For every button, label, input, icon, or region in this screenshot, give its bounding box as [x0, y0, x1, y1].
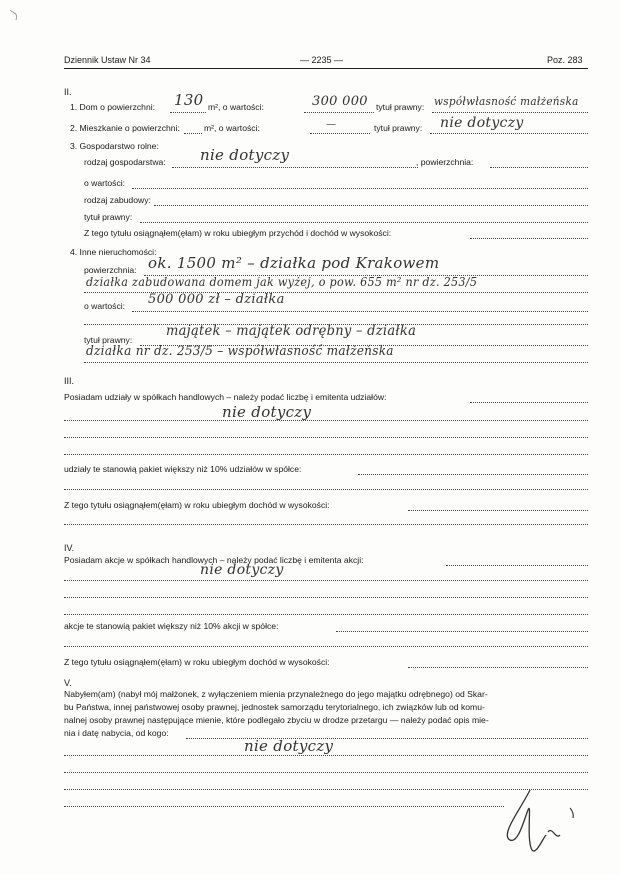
item1-area-hw: 130: [174, 91, 204, 109]
section-v-hw: nie dotyczy: [244, 737, 334, 755]
section-v-line-4: nia i datę nabycia, od kogo:: [64, 728, 169, 738]
handwritten-signature: [490, 780, 590, 860]
item3-income-label: Z tego tytułu osiągnąłem(ęłam) w roku ubiegłym przychód i dochód w wysokości:: [84, 228, 392, 238]
item4-area-hw-1: ok. 1500 m² – działka pod Krakowem: [148, 254, 440, 272]
item4-title-label: tytuł prawny:: [84, 335, 133, 345]
section-iii-line-4: [64, 454, 588, 455]
item4-area-label: powierzchnia:: [84, 265, 137, 275]
item4-label: 4. Inne nieruchomości:: [70, 247, 157, 257]
item3-area-line: [490, 167, 588, 168]
item3-value-line: [132, 188, 588, 189]
section-iv-number: IV.: [64, 543, 75, 553]
item4-title-line-2: [84, 362, 588, 363]
item1-value-line: [304, 112, 374, 113]
section-iv-line-5: [336, 631, 588, 632]
item3-area-label: , powierzchnia:: [416, 157, 474, 167]
header-rule: [64, 68, 588, 69]
item3-type-line: [172, 167, 418, 168]
section-iii-label-2: udziały te stanowią pakiet większy niż 10% udziałów w spółce:: [64, 464, 302, 474]
section-iv-line-6: [64, 646, 588, 647]
item3-income-line: [470, 238, 588, 239]
journal-title: Dziennik Ustaw Nr 34: [64, 55, 151, 65]
item4-title-hw-2: działka nr dz. 253/5 – współwłasność małżeńska: [86, 344, 394, 359]
section-iii-label-3: Z tego tytułu osiągnąłem(ęłam) w roku ubiegłym dochód w wysokości:: [64, 500, 330, 510]
item2-value-label: m², o wartości:: [204, 123, 260, 133]
item2-value-hw: —: [326, 119, 337, 130]
item3-buildings-label: rodzaj zabudowy:: [84, 195, 151, 205]
section-iii-line-7: [408, 510, 588, 511]
section-v-line-1: Nabyłem(am) (nabył mój małżonek, z wyłączeniem mienia przynależnego do jego majątku odrębnego) od Skar-: [64, 689, 488, 699]
item1-area-line: [170, 112, 206, 113]
item3-type-hw: nie dotyczy: [200, 146, 290, 164]
section-v-number: V.: [64, 678, 72, 688]
section-iii-number: III.: [64, 376, 75, 386]
item2-label: 2. Mieszkanie o powierzchni:: [70, 123, 180, 133]
item1-title-hw: współwłasność małżeńska: [434, 95, 579, 108]
item3-buildings-line: [154, 205, 588, 206]
item2-value-line: [310, 133, 370, 134]
item4-title-hw-1: majątek – majątek odrębny – działka: [166, 323, 417, 339]
item1-title-line: [432, 112, 588, 113]
item3-type-label: rodzaj gospodarstwa:: [84, 157, 166, 167]
section-v-dots-5: [64, 806, 504, 807]
item2-title-label: tytuł prawny:: [374, 123, 423, 133]
page-number: — 2235 —: [300, 55, 344, 65]
section-iii-line-3: [64, 437, 588, 438]
item2-title-hw: nie dotyczy: [440, 115, 524, 131]
section-v-line-2: bu Państwa, innej państwowej osoby prawnej, jednostek samorządu terytorialnego, ich związków lub od komu-: [64, 702, 485, 712]
corner-mark: [6, 6, 30, 26]
section-v-line-3: nalnej osoby prawnej następujące mienie, które podlegało zbyciu w drodze przetargu — należy podać opis mie-: [64, 715, 489, 725]
section-iv-label-1: Posiadam akcje w spółkach handlowych – należy podać liczbę i emitenta akcji:: [64, 555, 364, 565]
section-iii-line-5: [358, 474, 588, 475]
section-iv-line-7: [408, 667, 588, 668]
item1-label: 1. Dom o powierzchni:: [70, 102, 156, 112]
section-ii-number: II.: [64, 87, 72, 97]
section-iv-hw: nie dotyczy: [200, 562, 284, 578]
section-iv-line-4: [64, 614, 588, 615]
section-iii-label-1: Posiadam udziały w spółkach handlowych – należy podać liczbę i emitenta udziałów:: [64, 392, 387, 402]
position-number: Poz. 283: [547, 55, 583, 65]
item3-value-label: o wartości:: [84, 178, 126, 188]
item4-value-label: o wartości:: [84, 301, 126, 311]
section-iv-line-3: [64, 597, 588, 598]
item1-value-label: m², o wartości:: [208, 102, 264, 112]
section-v-dots-3: [64, 772, 588, 773]
item1-value-hw: 300 000: [312, 94, 368, 109]
section-iv-line-1: [446, 565, 588, 566]
item1-title-label: tytuł prawny:: [376, 102, 425, 112]
section-iv-label-3: Z tego tytułu osiągnąłem(ęłam) w roku ubiegłym dochód w wysokości:: [64, 657, 330, 667]
section-iii-line-1: [470, 402, 588, 403]
section-iv-line-2: [64, 580, 588, 581]
section-iv-label-2: akcje te stanowią pakiet większy niż 10% akcji w spółce:: [64, 621, 279, 631]
item2-title-line: [430, 133, 588, 134]
item4-value-hw: 500 000 zł – działka: [148, 292, 285, 307]
section-iii-line-6: [64, 489, 588, 490]
item4-area-hw-2: działka zabudowana domem jak wyżej, o pow. 655 m² nr dz. 253/5: [86, 275, 478, 289]
section-iii-line-8: [64, 524, 588, 525]
section-iii-hw: nie dotyczy: [222, 403, 312, 421]
item3-title-label: tytuł prawny:: [84, 212, 133, 222]
item3-title-line: [140, 222, 588, 223]
item2-area-line: [184, 133, 202, 134]
section-iii-line-2: [64, 420, 588, 421]
item3-label: 3. Gospodarstwo rolne:: [70, 141, 159, 151]
item4-value-line: [132, 311, 588, 312]
section-v-dots-2: [64, 755, 588, 756]
